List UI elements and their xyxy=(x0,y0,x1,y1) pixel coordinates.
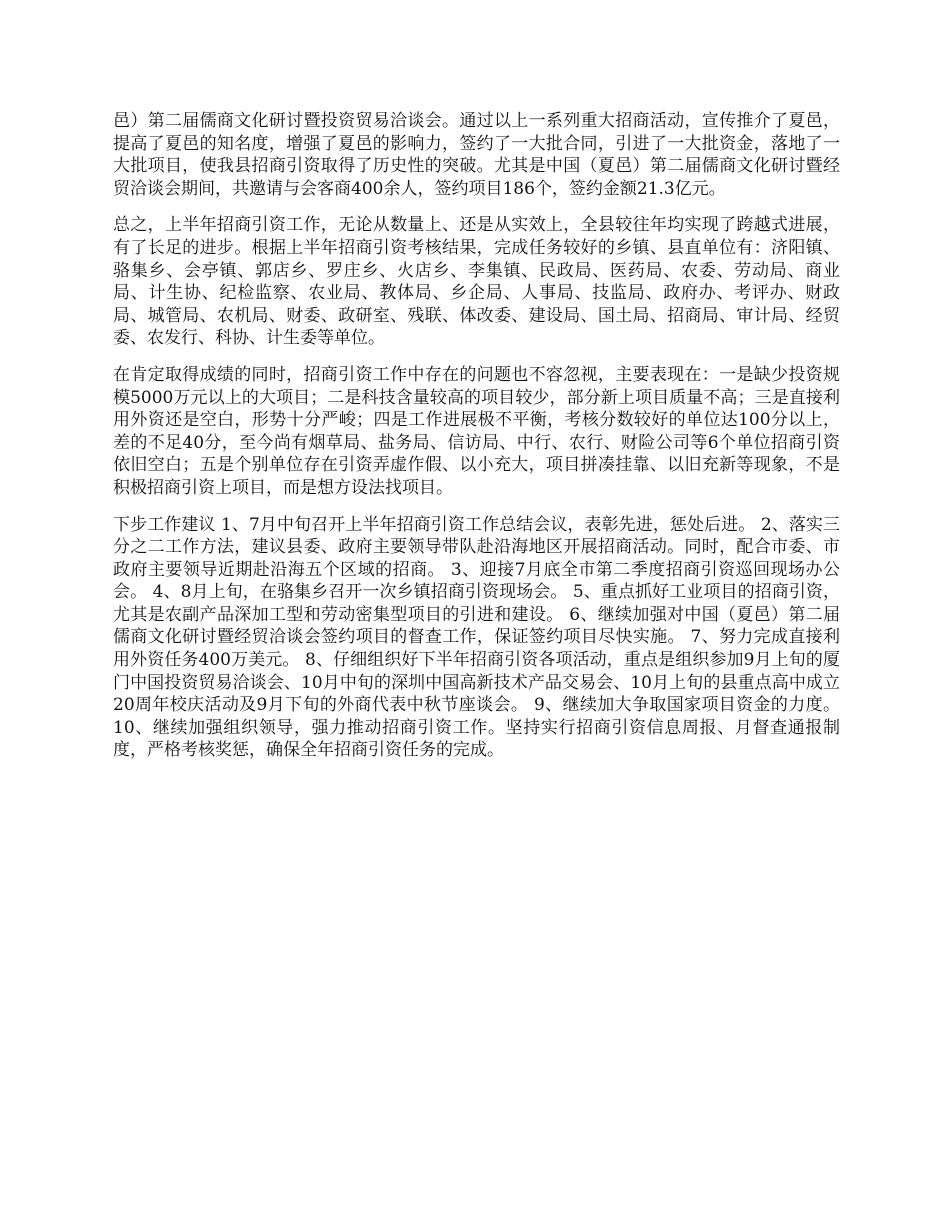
document-body xyxy=(113,110,840,776)
paragraph-problems: 在肯定取得成绩的同时，招商引资工作中存在的问题也不容忽视，主要表现在：一是缺少投资规模5000万元以上的大项目；二是科技含量较高的项目较少，部分新上项目质量不高；三是直接利用外资还是空白，形势十分严峻；四是工作进展极不平衡，考核分数较好的单位达100分以上，差的不足40分，至今尚有烟草局、盐务局、信访局、中行、农行、财险公司等6个单位招商引资依旧空白；五是个别单位存在引资弄虚作假、以小充大，项目拼凑挂靠、以旧充新等现象，不是积极招商引资上项目，而是想方设法找项目。 xyxy=(113,364,840,498)
paragraph-summary: 总之，上半年招商引资工作，无论从数量上、还是从实效上，全县较往年均实现了跨越式进展，有了长足的进步。根据上半年招商引资考核结果，完成任务较好的乡镇、县直单位有：济阳镇、骆集乡、会亭镇、郭店乡、罗庄乡、火店乡、李集镇、民政局、医药局、农委、劳动局、商业局、计生协、纪检监察、农业局、教体局、乡企局、人事局、技监局、政府办、考评办、财政局、城管局、农机局、财委、政研室、残联、体改委、建设局、国土局、招商局、审计局、经贸委、农发行、科协、计生委等单位。 xyxy=(113,215,840,349)
paragraph-suggestions: 下步工作建议 1、7月中旬召开上半年招商引资工作总结会议，表彰先进，惩处后进。 2、落实三分之二工作方法，建议县委、政府主要领导带队赴沿海地区开展招商活动。同时，配合市委、市政府主要领导近期赴沿海五个区域的招商。 3、迎接7月底全市第二季度招商引资巡回现场办公会。 4、8月上旬，在骆集乡召开一次乡镇招商引资现场会。 5、重点抓好工业项目的招商引资，尤其是农副产品深加工型和劳动密集型项目的引进和建设。 6、继续加强对中国（夏邑）第二届儒商文化研讨暨经贸洽谈会签约项目的督查工作，保证签约项目尽快实施。 7、努力完成直接利用外资任务400万美元。 8、仔细组织好下半年招商引资各项活动，重点是组织参加9月上旬的厦门中国投资贸易洽谈会、10月中旬的深圳中国高新技术产品交易会、10月上旬的县重点高中成立20周年校庆活动及9月下旬的外商代表中秋节座谈会。 9、继续加大争取国家项目资金的力度。 10、继续加强组织领导，强力推动招商引资工作。坚持实行招商引资信息周报、月督查通报制度，严格考核奖惩，确保全年招商引资任务的完成。 xyxy=(113,514,840,761)
paragraph-achievements: 邑）第二届儒商文化研讨暨投资贸易洽谈会。通过以上一系列重大招商活动，宣传推介了夏邑，提高了夏邑的知名度，增强了夏邑的影响力，签约了一大批合同，引进了一大批资金，落地了一大批项目，使我县招商引资取得了历史性的突破。尤其是中国（夏邑）第二届儒商文化研讨暨经贸洽谈会期间，共邀请与会客商400余人，签约项目186个，签约金额21.3亿元。 xyxy=(113,111,840,199)
